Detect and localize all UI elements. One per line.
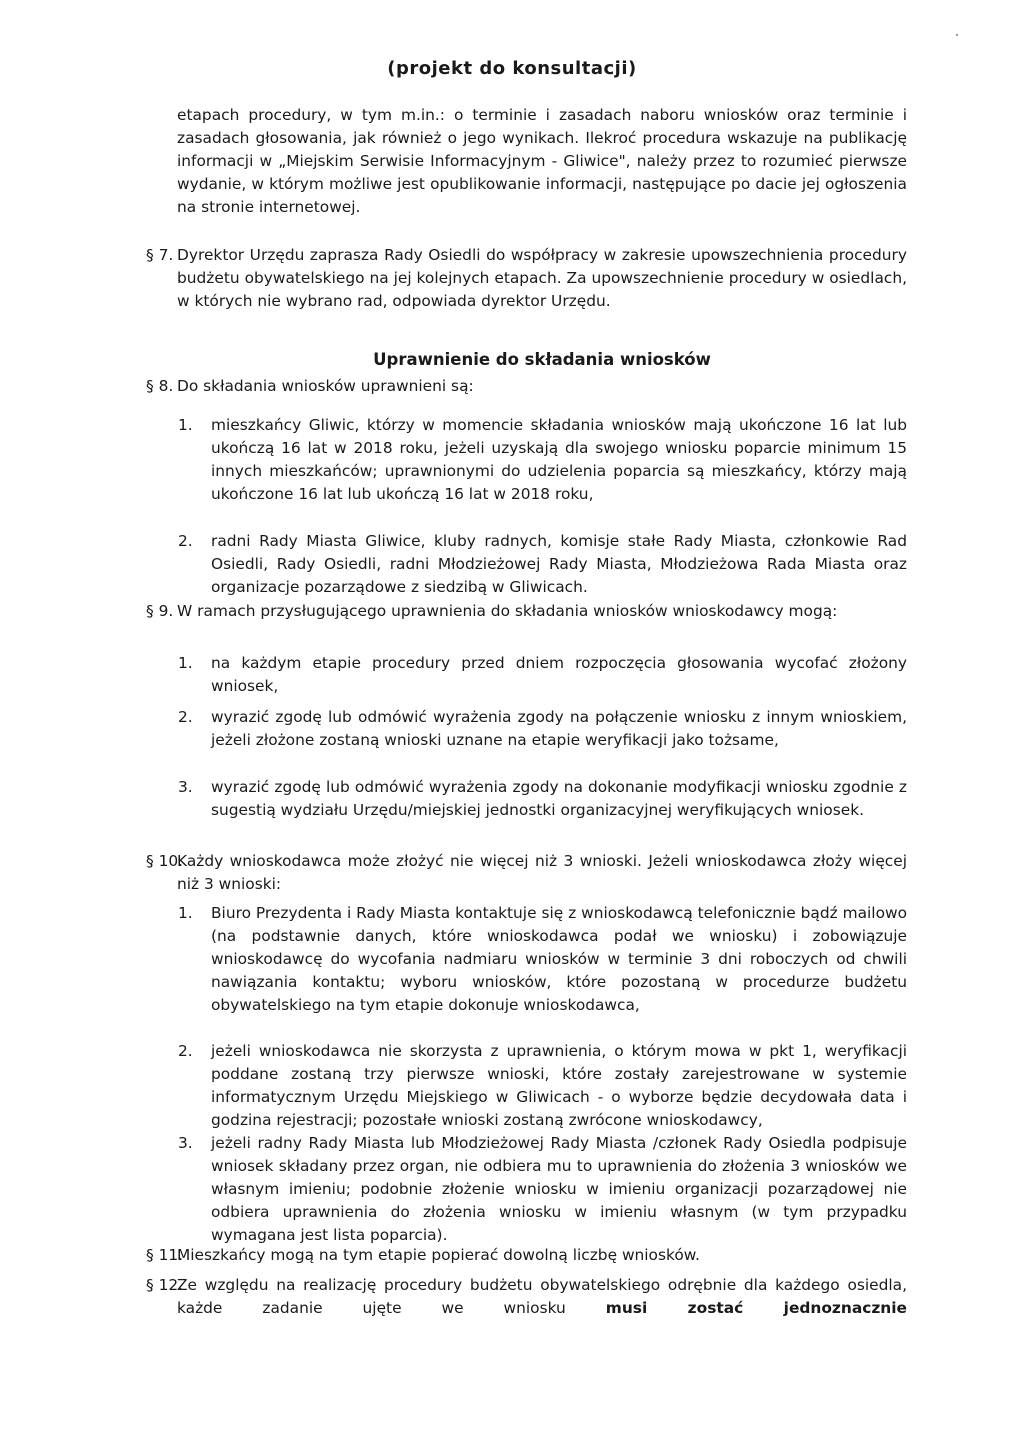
section-mark-10: § 10.	[146, 852, 184, 870]
scan-speck	[956, 34, 958, 36]
list-item: jeżeli wnioskodawca nie skorzysta z uprawnienia, o którym mowa w pkt 1, weryfikacji poddane zostaną trzy pierwsze wnioski, które zostały zarejestrowane w systemie informatycznym Urzędu Miejskiego w Gliwicach - o wyborze będzie decydowała data i godzina rejestracji; pozostałe wnioski zostaną zwrócone wnioskodawcy,	[211, 1042, 907, 1129]
list-item: wyrazić zgodę lub odmówić wyrażenia zgody na dokonanie modyfikacji wniosku zgodnie z sugestią wydziału Urzędu/miejskiej jednostki organizacyjnej weryfikujących wniosek.	[211, 778, 907, 819]
list-number: 2.	[178, 1042, 193, 1060]
section-mark-7: § 7.	[146, 246, 174, 264]
list-item: mieszkańcy Gliwic, którzy w momencie składania wniosków mają ukończone 16 lat lub ukończą 16 lat w 2018 roku, jeżeli uzyskają dla swojego wniosku poparcie minimum 15 innych mieszkańców; uprawnionymi do udzielenia poparcia są mieszkańcy, którzy mają ukończone 16 lat lub ukończą 16 lat w 2018 roku,	[211, 416, 907, 503]
paragraph-11: Mieszkańcy mogą na tym etapie popierać dowolną liczbę wniosków.	[177, 1246, 700, 1264]
list-number: 1.	[178, 904, 193, 922]
list-item: na każdym etapie procedury przed dniem rozpoczęcia głosowania wycofać złożony wniosek,	[211, 654, 907, 695]
paragraph-12	[177, 1274, 907, 1320]
list-number: 3.	[178, 778, 193, 796]
list-number: 2.	[178, 708, 193, 726]
section-mark-8: § 8.	[146, 377, 174, 395]
list-number: 1.	[178, 416, 193, 434]
paragraph-7: Dyrektor Urzędu zaprasza Rady Osiedli do współpracy w zakresie upowszechnienia procedury budżetu obywatelskiego na jej kolejnych etapach. Za upowszechnienie procedury w osiedlach, w których nie wybrano rad, odpowiada dyrektor Urzędu.	[177, 246, 907, 310]
list-item: jeżeli radny Rady Miasta lub Młodzieżowej Rady Miasta /członek Rady Osiedla podpisuje wniosek składany przez organ, nie odbiera mu to uprawnienia do złożenia 3 wniosków we własnym imieniu; podobnie złożenie wniosku w imieniu organizacji pozarządowej nie odbiera uprawnienia do złożenia wniosku w imieniu własnym (w tym przypadku wymagana jest lista poparcia).	[211, 1134, 907, 1244]
list-item: radni Rady Miasta Gliwice, kluby radnych, komisje stałe Rady Miasta, członkowie Rad Osiedli, Rady Osiedli, radni Młodzieżowej Rady Miasta, Młodzieżowa Rada Miasta oraz organizacje pozarządowe z siedzibą w Gliwicach.	[211, 532, 907, 596]
list-item: wyrazić zgodę lub odmówić wyrażenia zgody na połączenie wniosku z innym wnioskiem, jeżeli złożone zostaną wnioski uznane na etapie weryfikacji jako tożsame,	[211, 708, 907, 749]
intro-paragraph: etapach procedury, w tym m.in.: o terminie i zasadach naboru wniosków oraz terminie i zasadach głosowania, jak również o jego wynikach. Ilekroć procedura wskazuje na publikację informacji w „Miejskim Serwisie Informacyjnym - Gliwice", należy przez to rozumieć pierwsze wydanie, w którym możliwe jest opublikowanie informacji, następujące po dacie jej ogłoszenia na stronie internetowej.	[177, 106, 907, 216]
list-number: 1.	[178, 654, 193, 672]
section-mark-9: § 9.	[146, 602, 174, 620]
page-header: (projekt do konsultacji)	[387, 58, 637, 79]
paragraph-12-text: Ze względu na realizację procedury budżetu obywatelskiego odrębnie dla każdego osiedla, każde zadanie ujęte we wniosku	[177, 1276, 907, 1317]
paragraph-12-emphasis: musi zostać jednoznacznie	[605, 1299, 907, 1317]
section-mark-11: § 11.	[146, 1246, 184, 1264]
paragraph-10: Każdy wnioskodawca może złożyć nie więcej niż 3 wnioski. Jeżeli wnioskodawca złoży więcej niż 3 wnioski:	[177, 852, 907, 893]
list-item: Biuro Prezydenta i Rady Miasta kontaktuje się z wnioskodawcą telefonicznie bądź mailowo (na podstawnie danych, które wnioskodawca podał we wniosku) i zobowiązuje wnioskodawcę do wycofania nadmiaru wniosków w terminie 3 dni roboczych od chwili nawiązania kontaktu; wyboru wniosków, które pozostaną w procedurze budżetu obywatelskiego na tym etapie dokonuje wnioskodawca,	[211, 904, 907, 1014]
list-number: 2.	[178, 532, 193, 550]
paragraph-8: Do składania wniosków uprawnieni są:	[177, 377, 474, 395]
section-heading: Uprawnienie do składania wniosków	[373, 350, 711, 369]
section-mark-12: § 12.	[146, 1276, 184, 1294]
list-number: 3.	[178, 1134, 193, 1152]
paragraph-9: W ramach przysługującego uprawnienia do składania wniosków wnioskodawcy mogą:	[177, 602, 838, 620]
